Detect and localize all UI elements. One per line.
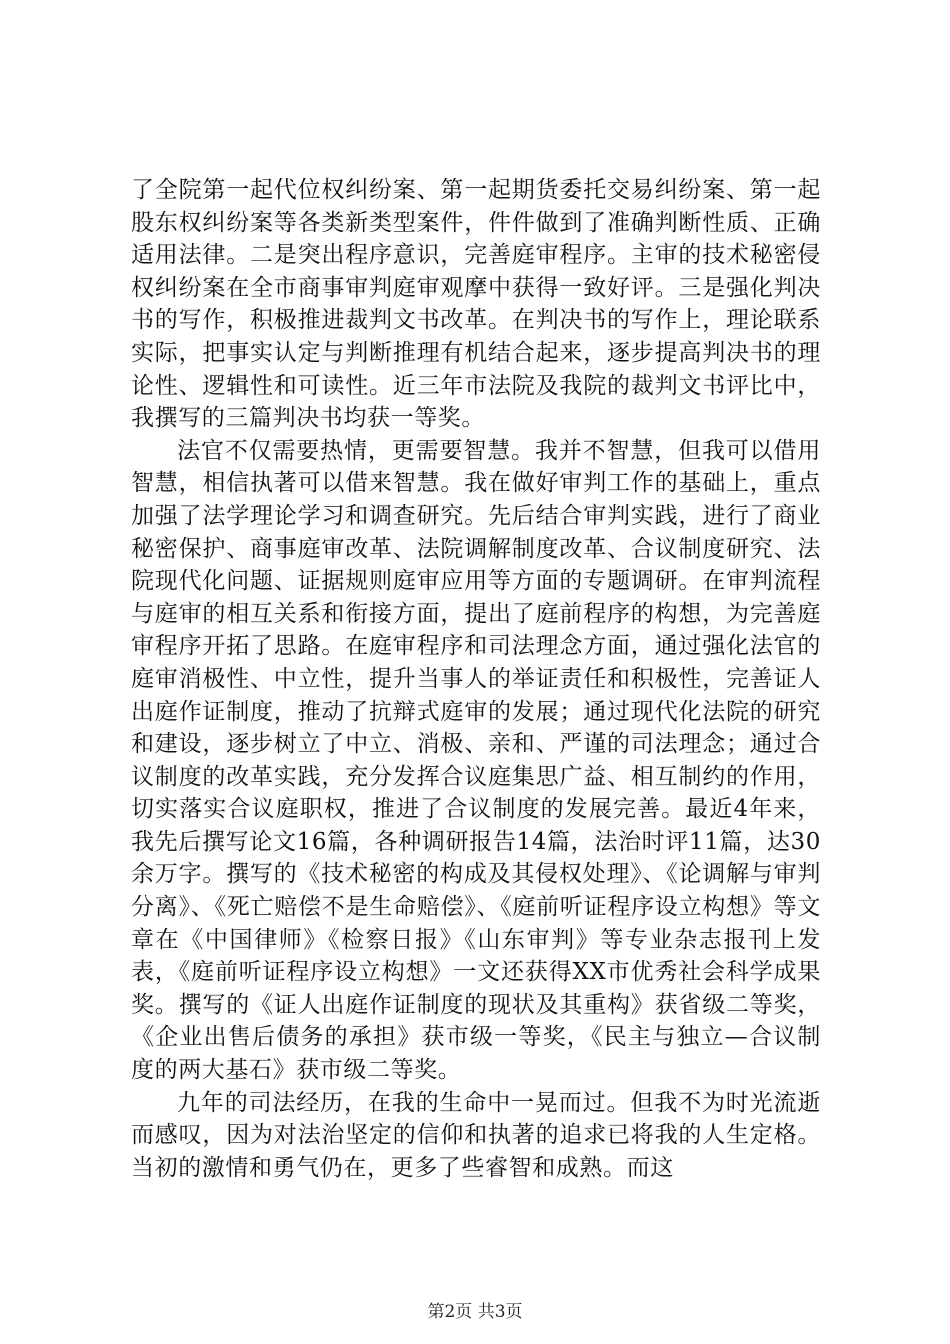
page-footer: 第2页 共3页 <box>427 1302 523 1322</box>
paragraph-2: 法官不仅需要热情，更需要智慧。我并不智慧，但我可以借用智慧，相信执著可以借来智慧。我在做好审判工作的基础上，重点加强了法学理论学习和调查研究。先后结合审判实践，进行了商业秘密保护、商事庭审改革、法院调解制度改革、合议制度研究、法院现代化问题、证据规则庭审应用等方面的专题调研。在审判流程与庭审的相互关系和衔接方面，提出了庭前程序的构想，为完善庭审程序开拓了思路。在庭审程序和司法理念方面，通过强化法官的庭审消极性、中立性，提升当事人的举证责任和积极性，完善证人出庭作证制度，推动了抗辩式庭审的发展；通过现代化法院的研究和建设，逐步树立了中立、消极、亲和、严谨的司法理念；通过合议制度的改革实践，充分发挥合议庭集思广益、相互制约的作用，切实落实合议庭职权，推进了合议制度的发展完善。最近4年来，我先后撰写论文16篇，各种调研报告14篇，法治时评11篇，达30余万字。撰写的《技术秘密的构成及其侵权处理》、《论调解与审判分离》、《死亡赔偿不是生命赔偿》、《庭前听证程序设立构想》等文章在《中国律师》《检察日报》《山东审判》等专业杂志报刊上发表，《庭前听证程序设立构想》一文还获得XX市优秀社会科学成果奖。撰写的《证人出庭作证制度的现状及其重构》获省级二等奖，《企业出售后债务的承担》获市级一等奖，《民主与独立—合议制度的两大基石》获市级二等奖。 <box>131 437 821 1084</box>
paragraph-3: 九年的司法经历，在我的生命中一晃而过。但我不为时光流逝而感叹，因为对法治坚定的信仰和执著的追求已将我的人生定格。当初的激情和勇气仍在，更多了些睿智和成熟。而这 <box>131 1089 821 1181</box>
paragraph-1: 了全院第一起代位权纠纷案、第一起期货委托交易纠纷案、第一起股东权纠纷案等各类新类型案件，件件做到了准确判断性质、正确适用法律。二是突出程序意识，完善庭审程序。主审的技术秘密侵权纠纷案在全市商事审判庭审观摩中获得一致好评。三是强化判决书的写作，积极推进裁判文书改革。在判决书的写作上，理论联系实际，把事实认定与判断推理有机结合起来，逐步提高判决书的理论性、逻辑性和可读性。近三年市法院及我院的裁判文书评比中，我撰写的三篇判决书均获一等奖。 <box>131 177 821 432</box>
document-body <box>131 174 821 1184</box>
